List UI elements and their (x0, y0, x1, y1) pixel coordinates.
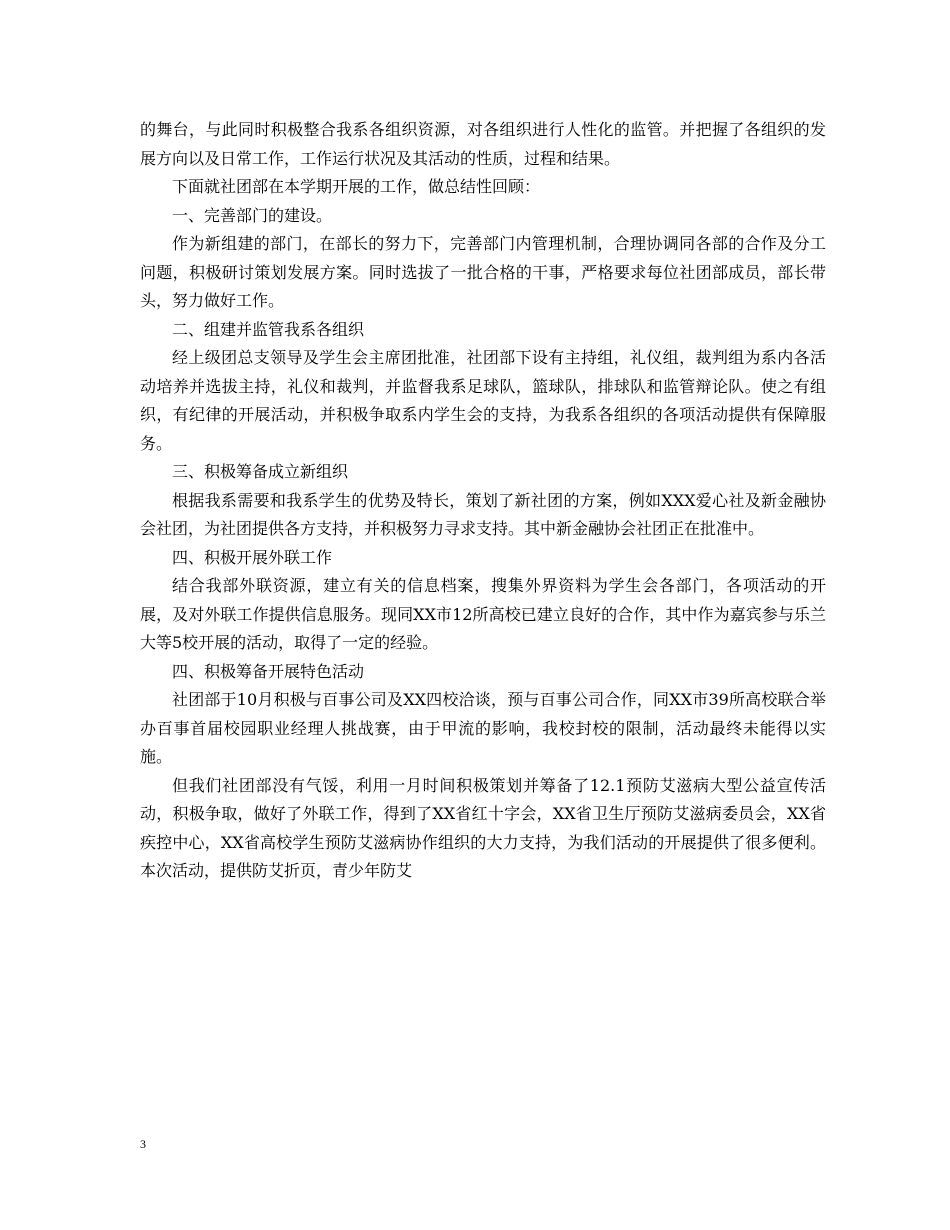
paragraph-5: 根据我系需要和我系学生的优势及特长，策划了新社团的方案，例如XXX爱心社及新金融协会社团，为社团提供各方支持，并积极努力寻求支持。其中新金融协会社团正在批准中。 (140, 490, 826, 538)
section-heading-5: 四、积极筹备开展特色活动 (172, 661, 365, 681)
paragraph-6: 结合我部外联资源，建立有关的信息档案，搜集外界资料为学生会各部门，各项活动的开展，及对外联工作提供信息服务。现同XX市12所高校已建立良好的合作，其中作为嘉宾参与乐兰大等5校开展的活动，取得了一定的经验。 (140, 576, 826, 652)
section-heading-3: 三、积极筹备成立新组织 (172, 462, 349, 481)
paragraph-4: 经上级团总支领导及学生会主席团批准，社团部下设有主持组，礼仪组，裁判组为系内各活动培养并选拔主持，礼仪和裁判，并监督我系足球队，篮球队，排球队和监管辩论队。使之有组织，有纪律的开展活动，并积极争取系内学生会的支持，为我系各组织的各项活动提供有保障服务。 (140, 348, 826, 453)
paragraph-7: 社团部于10月积极与百事公司及XX四校洽谈，预与百事公司合作，同XX市39所高校联合举办百事首届校园职业经理人挑战赛，由于甲流的影响，我校封校的限制，活动最终未能得以实施。 (140, 690, 826, 766)
paragraph-2: 下面就社团部在本学期开展的工作，做总结性回顾： (172, 177, 541, 196)
section-heading-2: 二、组建并监管我系各组织 (172, 319, 365, 339)
paragraph-8: 但我们社团部没有气馁，利用一月时间积极策划并筹备了12.1预防艾滋病大型公益宣传活动，积极争取，做好了外联工作，得到了XX省红十字会，XX省卫生厅预防艾滋病委员会，XX省疾控中心，XX省高校学生预防艾滋病协作组织的大力支持，为我们活动的开展提供了很多便利。本次活动，提供防艾折页，青少年防艾 (140, 775, 826, 880)
paragraph-1: 的舞台，与此同时积极整合我系各组织资源，对各组织进行人性化的监管。并把握了各组织的发展方向以及日常工作，工作运行状况及其活动的性质，过程和结果。 (140, 120, 826, 168)
section-heading-4: 四、积极开展外联工作 (172, 547, 333, 567)
paragraph-3: 作为新组建的部门，在部长的努力下，完善部门内管理机制，合理协调同各部的合作及分工问题，积极研讨策划发展方案。同时选拔了一批合格的干事，严格要求每位社团部成员，部长带头，努力做好工作。 (140, 234, 826, 310)
section-heading-1: 一、完善部门的建设。 (172, 205, 333, 225)
page-number: 3 (140, 1137, 146, 1151)
body-text (140, 116, 826, 886)
